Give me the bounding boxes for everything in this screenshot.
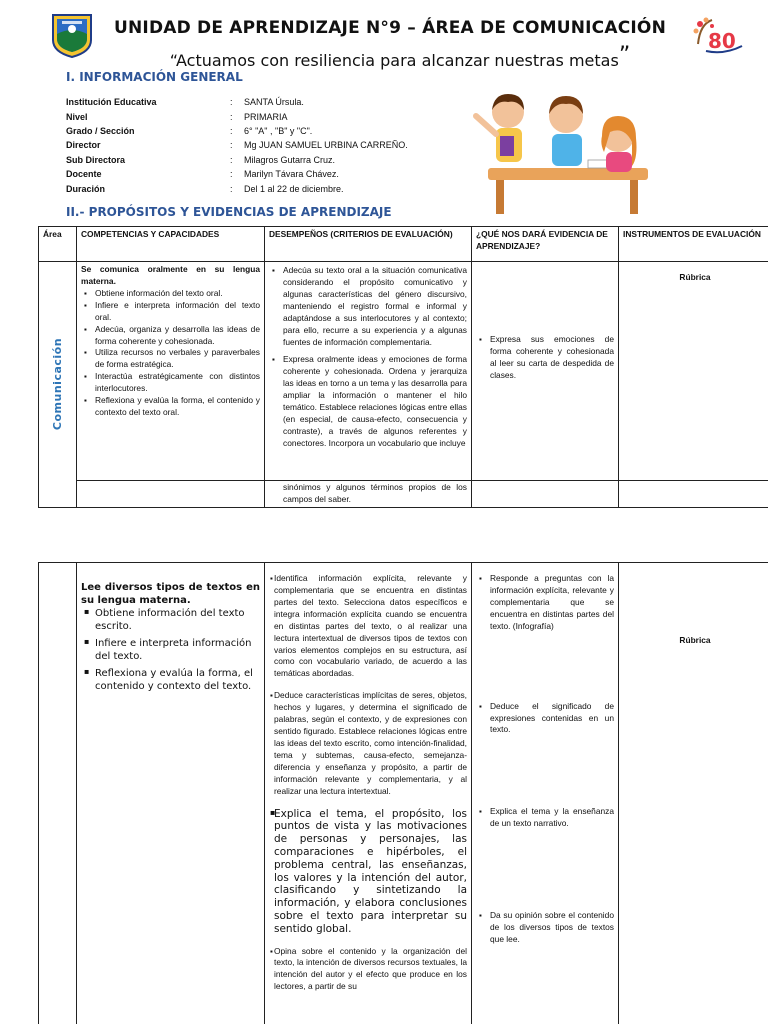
capacities-list xyxy=(81,607,260,693)
anniversary-logo-text: 80 xyxy=(708,29,736,53)
area-cell xyxy=(39,563,77,1024)
competence-title: Lee diversos tipos de textos en su lengua materna. xyxy=(81,582,260,606)
evidence-list xyxy=(476,334,614,382)
list-item: ▪ Expresa sus emociones de forma coherente y cohesionada al leer su carta de despedida de clases. xyxy=(476,334,614,382)
info-row: Institución Educativa : SANTA Úrsula. xyxy=(66,97,304,108)
performances-continuation-cell xyxy=(265,481,472,508)
empty-cell xyxy=(619,481,768,508)
evidence-cell xyxy=(472,262,619,481)
document-subtitle: “Actuamos con resiliencia para alcanzar nuestras metas” xyxy=(169,43,631,70)
column-header-competencies: COMPETENCIAS Y CAPACIDADES xyxy=(77,227,265,262)
table-row xyxy=(39,262,768,481)
column-header-performances: DESEMPEÑOS (CRITERIOS DE EVALUACIÓN) xyxy=(265,227,472,262)
competence-title: Se comunica oralmente en su lengua materna. xyxy=(81,264,260,286)
list-item: ▪ Obtiene información del texto escrito. xyxy=(81,607,260,633)
info-row: Duración : Del 1 al 22 de diciembre. xyxy=(66,183,344,194)
list-item: ▪ Reflexiona y evalúa la forma, el contenido y contexto del texto. xyxy=(81,667,260,693)
empty-cell xyxy=(472,481,619,508)
performances-list xyxy=(267,573,467,993)
column-header-instruments: INSTRUMENTOS DE EVALUACIÓN xyxy=(619,227,768,262)
list-item: ▪ Interactúa estratégicamente con distintos interlocutores. xyxy=(81,371,260,395)
performances-cell xyxy=(265,262,472,481)
section-heading-purposes: II.- PROPÓSITOS Y EVIDENCIAS DE APRENDIZAJE xyxy=(66,205,392,219)
info-row: Grado / Sección : 6° "A" , "B" y "C". xyxy=(66,125,313,136)
kids-studying-illustration xyxy=(468,86,658,218)
empty-cell xyxy=(77,481,265,508)
list-item: ▪ Explica el tema y la enseñanza de un texto narrativo. xyxy=(476,806,614,830)
instrument-label: Rúbrica xyxy=(679,635,711,645)
instrument-cell xyxy=(619,262,768,481)
evidence-cell xyxy=(472,563,619,1024)
list-item: ▪ Adecúa su texto oral a la situación comunicativa considerando el propósito comunicativo y algunas características del género discursivo, manteniendo el registro formal e informal y adaptándose a sus interlocutores y al contexto; para ello, recurre a su experiencia y a algunas fuentes de información complementaria. xyxy=(269,265,467,348)
info-row: Sub Directora : Milagros Gutarra Cruz. xyxy=(66,154,336,165)
document-title: UNIDAD DE APRENDIZAJE N°9 – ÁREA DE COMUNICACIÓN xyxy=(113,18,666,38)
general-info-list xyxy=(66,95,446,196)
list-item: ▪ Expresa oralmente ideas y emociones de forma coherente y cohesionada. Ordena y jerarquiza las ideas en torno a un tema y las desarrolla para ampliar la información o mantener el hilo temático. Establece relaciones lógicas entre ellas (en especial, de causa-efecto, consecuencia y contraste), a través de algunos referentes y conectores. Incorpora un vocabulario que incluye xyxy=(269,354,467,449)
info-row: Docente : Marilyn Távara Chávez. xyxy=(66,169,339,180)
list-item: ▪ Infiere e interpreta información del texto. xyxy=(81,637,260,663)
list-item: ▪ Obtiene información del texto oral. xyxy=(81,288,260,300)
performance-tail: sinónimos y algunos términos propios de los campos del saber. xyxy=(283,482,467,504)
instrument-label: Rúbrica xyxy=(679,272,711,282)
list-item: ▪ Reflexiona y evalúa la forma, el contenido y contexto del texto oral. xyxy=(81,395,260,419)
list-item: ▪ Deduce el significado de expresiones contenidas en un texto. xyxy=(476,701,614,737)
list-item: ▪ Opina sobre el contenido y la organización del texto, la intención de diversos recursos textuales, la intención del autor y el efecto que produce en los lectores, a partir de su xyxy=(267,946,467,994)
list-item: ▪ Deduce características implícitas de seres, objetos, hechos y lugares, y determina el significado de palabras, según el contexto, y de expresiones con sentido figurado. Establece relaciones lógicas entre las ideas del texto escrito, como intención-finalidad, tema y subtemas, causa-efecto, semejanza-diferencia y enseñanza y propósito, a partir de información relevante y complementaria, y al realizar una lectura intertextual. xyxy=(267,690,467,797)
competence-cell xyxy=(77,262,265,481)
capacities-list xyxy=(81,288,260,419)
competence-cell xyxy=(77,563,265,1024)
info-row: Nivel : PRIMARIA xyxy=(66,111,288,122)
list-item: ▪ Infiere e interpreta información del texto oral. xyxy=(81,300,260,324)
evidence-list xyxy=(476,573,614,946)
reading-competence-table xyxy=(38,562,768,1024)
list-item: ▪ Identifica información explícita, relevante y complementaria que se encuentra en distintas partes del texto. Selecciona datos específicos e integra información explícita cuando se encuentra en distintas partes del texto, o al realizar una lectura intertextual de diversos tipos de textos con varios elementos complejos en su estructura, así como con vocabulario variado, de acuerdo a las temáticas abordadas. xyxy=(267,573,467,680)
area-cell xyxy=(39,262,77,508)
learning-purposes-table xyxy=(38,226,768,508)
school-crest-logo xyxy=(50,12,94,58)
list-item: ▪ Adecúa, organiza y desarrolla las ideas de forma coherente y cohesionada. xyxy=(81,324,260,348)
table-row xyxy=(39,563,768,1024)
area-label: Comunicación xyxy=(50,338,64,431)
instrument-cell xyxy=(619,563,768,1024)
table-row xyxy=(39,481,768,508)
column-header-evidence: ¿QUÉ NOS DARÁ EVIDENCIA DE APRENDIZAJE? xyxy=(472,227,619,262)
info-row: Director : Mg JUAN SAMUEL URBINA CARREÑO. xyxy=(66,140,408,151)
table-header-row xyxy=(39,227,768,262)
list-item: ▪ Explica el tema, el propósito, los puntos de vista y las motivaciones de personas y personajes, las comparaciones e hipérboles, el problema central, las enseñanzas, los valores y la intención del autor, clasificando y sintetizando la información, y elabora conclusiones sobre el texto para interpretar su sentido global. xyxy=(267,808,467,936)
performances-cell xyxy=(265,563,472,1024)
list-item: ▪ Da su opinión sobre el contenido de los diversos tipos de textos que lee. xyxy=(476,910,614,946)
list-item: ▪ Responde a preguntas con la información explícita, relevante y complementaria que se encuentra en distintas partes del texto. (Infografía) xyxy=(476,573,614,633)
column-header-area: Área xyxy=(39,227,77,262)
section-heading-general-info: I. INFORMACIÓN GENERAL xyxy=(66,70,243,84)
list-item: ▪ Utiliza recursos no verbales y paraverbales de forma estratégica. xyxy=(81,347,260,371)
performances-list xyxy=(269,265,467,450)
